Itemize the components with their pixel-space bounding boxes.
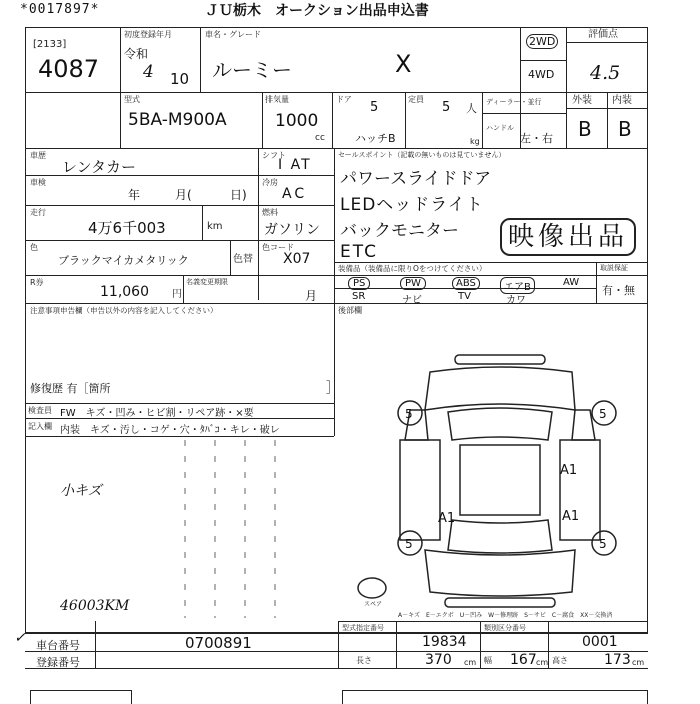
first-registration-label: 初度登録年月 xyxy=(124,30,172,39)
handle-label2: ハンドル xyxy=(486,124,514,132)
inspection-day: 日) xyxy=(230,188,247,202)
capacity-suffix: 人 xyxy=(466,102,477,115)
registration-month: 10 xyxy=(170,70,190,88)
model-code: 5BA-M900A xyxy=(128,110,227,130)
color-code-label: 色コード xyxy=(262,243,294,252)
fuel-label: 燃料 xyxy=(262,208,278,217)
repair-history: 修復歴 有［箇所 xyxy=(30,382,111,395)
model-number: 19834 xyxy=(422,634,467,650)
mileage-unit: km xyxy=(207,221,223,232)
capacity-label: 定員 xyxy=(408,95,424,104)
handle-options: 左・右 xyxy=(520,132,553,145)
mark-left-rear-door: A1 xyxy=(438,511,456,526)
check-mark: ✓ xyxy=(14,630,26,646)
interior-grade: B xyxy=(618,117,632,141)
spare-label: スペア xyxy=(364,601,383,608)
name-change-month: 月 xyxy=(305,289,318,303)
drive-2wd: 2WD xyxy=(526,34,558,49)
ac: AC xyxy=(282,186,308,202)
equipment-label: 装備品（装備品に限りOをつけてください） xyxy=(338,264,487,273)
handwritten-odometer: 46003KM xyxy=(60,598,130,614)
registration-label: 登録番号 xyxy=(36,656,80,669)
drive-4wd: 4WD xyxy=(528,68,555,81)
video-listing-stamp: 映像出品 xyxy=(500,218,636,256)
recycle-unit: 円 xyxy=(172,289,182,300)
car-history-label: 車歴 xyxy=(30,151,46,160)
inspection-label: 車検 xyxy=(30,178,46,187)
doors: 5 xyxy=(370,100,379,115)
mark-front-left: 5 xyxy=(405,407,413,421)
manual-label: 取説保証 xyxy=(600,264,628,272)
category-number: 0001 xyxy=(582,634,618,650)
capacity: 5 xyxy=(442,100,451,115)
mark-right-rear-door: A1 xyxy=(562,509,580,524)
chassis-label: 車台番号 xyxy=(36,639,80,652)
height: 173 xyxy=(604,652,631,668)
exterior-grade: B xyxy=(578,117,592,141)
selling-point-3: バックモニター xyxy=(340,221,459,241)
equip-airbag: エアB xyxy=(500,277,535,294)
width-unit: cm xyxy=(536,658,549,667)
mark-rear-right: 5 xyxy=(599,537,607,551)
color: ブラックマイカメタリック xyxy=(58,254,189,267)
displacement-label: 排気量 xyxy=(265,95,289,104)
model-code-label: 型式 xyxy=(124,95,140,104)
inspection-month: 月( xyxy=(175,188,192,202)
inspection-year: 年 xyxy=(128,188,141,202)
lot-number: 4087 xyxy=(38,55,100,83)
length-label: 長さ xyxy=(356,656,372,665)
repaint-label: 色替 xyxy=(233,254,253,265)
serial-number: *0017897* xyxy=(20,2,100,17)
equip-ps: PS xyxy=(348,277,370,290)
mileage-label: 走行 xyxy=(30,208,46,217)
name-change-label: 名義変更期限 xyxy=(186,278,228,286)
interior-grade-label: 内装 xyxy=(612,95,632,106)
equip-abs: ABS xyxy=(452,277,480,290)
height-label: 高さ xyxy=(552,656,568,665)
equip-sr: SR xyxy=(352,291,366,302)
width-label: 幅 xyxy=(484,656,492,665)
car-name-label: 車名・グレード xyxy=(205,30,261,39)
score-label: 評価点 xyxy=(588,29,618,40)
damage-legend: A－キズ E－エクボ U－凹み W－修理跡 S－サビ C－腐食 XX－交換済 xyxy=(398,612,613,619)
equip-navi: ナビ xyxy=(402,295,422,306)
equip-pw: PW xyxy=(400,277,426,290)
registration-year: 4 xyxy=(143,62,154,82)
lot-code: [2133] xyxy=(33,39,67,50)
fuel: ガソリン xyxy=(264,222,320,238)
selling-point-2: LEDヘッドライト xyxy=(340,195,484,215)
mark-rear-left: 5 xyxy=(405,537,413,551)
car-history: レンタカー xyxy=(62,158,137,176)
chassis-number: 0700891 xyxy=(185,634,252,652)
equip-aw: AW xyxy=(563,277,580,288)
length-unit: cm xyxy=(464,658,477,667)
shift: I AT xyxy=(278,157,312,173)
recycle-value: 11,060 xyxy=(100,284,149,300)
notes-label: 注意事項申告欄（申告以外の内容を記入してください） xyxy=(30,306,218,315)
displacement-unit: cc xyxy=(315,133,325,143)
mark-right-door: A1 xyxy=(560,463,578,478)
car-name: ルーミー xyxy=(212,58,292,82)
selling-points-label: セールスポイント（記載の無いものは見ていません） xyxy=(338,151,506,159)
form-title: ＪＵ栃木 オークション出品申込書 xyxy=(205,3,429,19)
handwritten-note: 小キズ xyxy=(60,483,102,499)
inspector-label1: 検査員 xyxy=(28,406,52,415)
rear-label: 後部欄 xyxy=(338,306,362,315)
color-label: 色 xyxy=(30,243,38,252)
era: 令和 xyxy=(124,47,149,61)
mileage: 4万6千003 xyxy=(88,219,166,237)
body-type: ハッチB xyxy=(355,132,396,145)
doors-label: ドア xyxy=(336,95,352,104)
bottom-box-left xyxy=(30,690,132,704)
color-code: X07 xyxy=(283,251,311,267)
width: 167 xyxy=(510,652,537,668)
inspector-label2: 記入欄 xyxy=(28,422,52,431)
ac-label: 冷房 xyxy=(262,178,278,187)
displacement: 1000 xyxy=(275,111,319,131)
recycle-label: R券 xyxy=(30,278,44,287)
bottom-box-right xyxy=(342,690,648,704)
inspector-exterior: FW キズ・凹み・ヒビ割・リペア跡・×要 xyxy=(60,408,254,419)
height-unit: cm xyxy=(632,658,645,667)
exterior-grade-label: 外装 xyxy=(572,95,592,106)
repair-history-close: ］ xyxy=(326,381,340,396)
model-number-label: 型式指定番号 xyxy=(342,624,384,632)
capacity-kg: kg xyxy=(470,137,480,146)
equip-leather: カワ xyxy=(506,295,526,306)
mark-front-right: 5 xyxy=(599,407,607,421)
equip-tv: TV xyxy=(458,291,471,302)
selling-point-4: ETC xyxy=(340,242,378,262)
car-grade: X xyxy=(395,50,412,78)
handle-label: ディーラー・並行 xyxy=(486,98,542,106)
inspector-interior: 内装 キズ・汚し・コゲ・穴・ﾀﾊﾞｺ・キレ・破レ xyxy=(60,425,280,436)
score-value: 4.5 xyxy=(590,62,621,84)
selling-point-1: パワースライドドア xyxy=(340,169,492,189)
manual-value: 有・無 xyxy=(602,284,635,297)
length: 370 xyxy=(425,652,452,668)
shift-label: シフト xyxy=(262,151,286,160)
category-number-label: 類別区分番号 xyxy=(484,624,526,632)
